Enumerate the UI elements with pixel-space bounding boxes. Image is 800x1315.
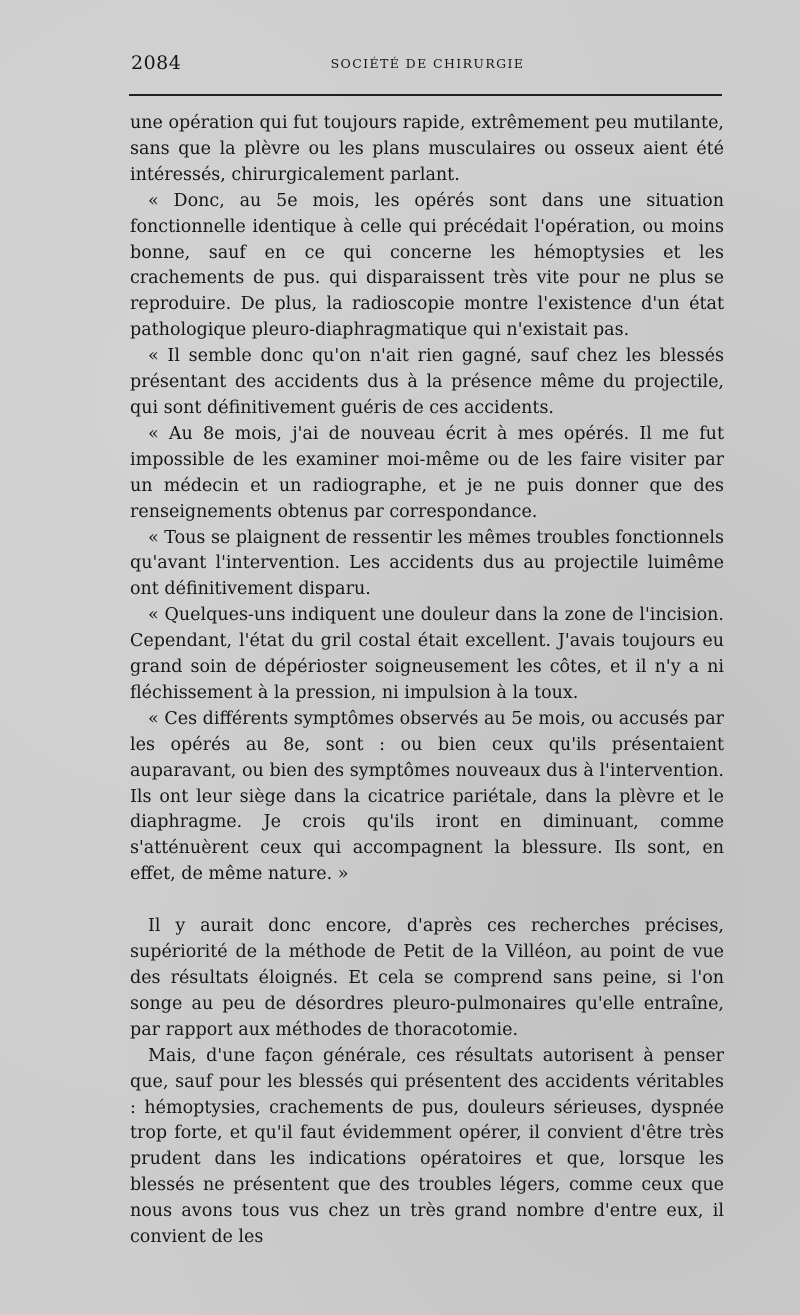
paragraph-quote: « Donc, au 5e mois, les opérés sont dans une situation fonctionnelle identique à celle qui précédait l'opération, ou moins bonne, sauf en ce qui concerne les hémoptysies et les crachements de pus. qui disparaissent très vite pour ne plus se reproduire. De plus, la radioscopie montre l'existence d'un état pathologique pleuro-diaphragmatique qui n'existait pas. [130, 190, 724, 341]
paragraph-quote: « Au 8e mois, j'ai de nouveau écrit à mes opérés. Il me fut impossible de les examiner moi-même ou de les faire visiter par un médecin et un radiographe, et je ne puis donner que des renseignements obtenus par correspondance. [130, 423, 724, 522]
page-header [131, 52, 724, 82]
paragraph-quote: « Il semble donc qu'on n'ait rien gagné, sauf chez les blessés présentant des accidents dus à la présence même du projectile, qui sont définitivement guéris de ces accidents. [130, 346, 724, 418]
paragraph: Il y aurait donc encore, d'après ces recherches précises, supériorité de la méthode de Petit de la Villéon, au point de vue des résultats éloignés. Et cela se comprend sans peine, si l'on songe au peu de désordres pleuro-pulmonaires qu'elle entraîne, par rapport aux méthodes de thoracotomie. [130, 916, 724, 1040]
paragraph-quote: « Ces différents symptômes observés au 5e mois, ou accusés par les opérés au 8e, sont : ou bien ceux qu'ils présentaient auparavant, ou bien des symptômes nouveaux dus à l'intervention. Ils ont leur siège dans la cicatrice pariétale, dans la plèvre et le diaphragme. Je crois qu'ils iront en diminuant, comme s'atténuèrent ceux qui accompagnent la blessure. Ils sont, en effet, de même nature. » [130, 708, 724, 885]
header-rule [129, 94, 722, 96]
paragraph-quote: « Tous se plaignent de ressentir les mêmes troubles fonctionnels qu'avant l'intervention. Les accidents dus au projectile luimême ont définitivement disparu. [130, 527, 724, 600]
page-body [130, 111, 724, 1251]
paragraph-continued: une opération qui fut toujours rapide, extrêmement peu mutilante, sans que la plèvre ou les plans musculaires ou osseux aient été intéressés, chirurgicalement parlant. [130, 113, 724, 185]
page-number: 2084 [131, 52, 182, 74]
paragraph: Mais, d'une façon générale, ces résultats autorisent à penser que, sauf pour les blessés qui présentent des accidents véritables : hémoptysies, crachements de pus, douleurs sérieuses, dyspnée trop forte, et qu'il faut évidemment opérer, il convient d'être très prudent dans les indications opératoires et que, lorsque les blessés ne présentent que des troubles légers, comme ceux que nous avons tous vus chez un très grand nombre d'entre eux, il convient de les [130, 1045, 724, 1248]
paragraph-quote: « Quelques-uns indiquent une douleur dans la zone de l'incision. Cependant, l'état du gril costal était excellent. J'avais toujours eu grand soin de dépérioster soigneusement les côtes, et il n'y a ni fléchissement à la pression, ni impulsion à la toux. [130, 605, 724, 703]
running-title: SOCIÉTÉ DE CHIRURGIE [330, 56, 525, 71]
